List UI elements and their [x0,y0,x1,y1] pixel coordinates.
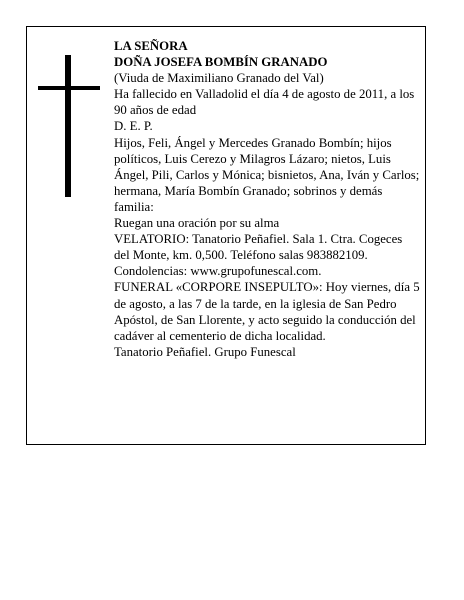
funeral-home-footer: Tanatorio Peñafiel. Grupo Funescal [114,344,296,359]
deceased-name: DOÑA JOSEFA BOMBÍN GRANADO [114,55,328,70]
family-list: Hijos, Feli, Ángel y Mercedes Granado Bombín; hijos políticos, Luis Cerezo y Milagros Lázaro; nietos, Luis Ángel, Pili, Carlos y Mónica; bisnietos, Ana, Iván y Carlos; hermana, María Bombín Granado; sobrinos y demás familia: [114,135,420,214]
rip-line: D. E. P. [114,119,153,134]
cross-vertical-bar [65,55,71,197]
notice-heading: LA SEÑORA [114,39,188,53]
obituary-text [114,38,420,360]
wake-details: VELATORIO: Tanatorio Peñafiel. Sala 1. Ctra. Cogeces del Monte, km. 0,500. Teléfono salas 983882109. Condolencias: www.grupofunescal.com. [114,232,403,279]
funeral-details: FUNERAL «CORPORE INSEPULTO»: Hoy viernes, día 5 de agosto, a las 7 de la tarde, en la iglesia de San Pedro Apóstol, de San Llorente, y acto seguido la conducción del cadáver al cementerio de dicha localidad. [114,280,420,343]
prayer-request: Ruegan una oración por su alma [114,216,280,231]
cross-horizontal-bar [38,86,100,90]
widow-line: (Viuda de Maximiliano Granado del Val) [114,71,324,86]
latin-cross-icon [38,55,100,197]
death-announcement: Ha fallecido en Valladolid el día 4 de agosto de 2011, a los 90 años de edad [114,87,415,118]
